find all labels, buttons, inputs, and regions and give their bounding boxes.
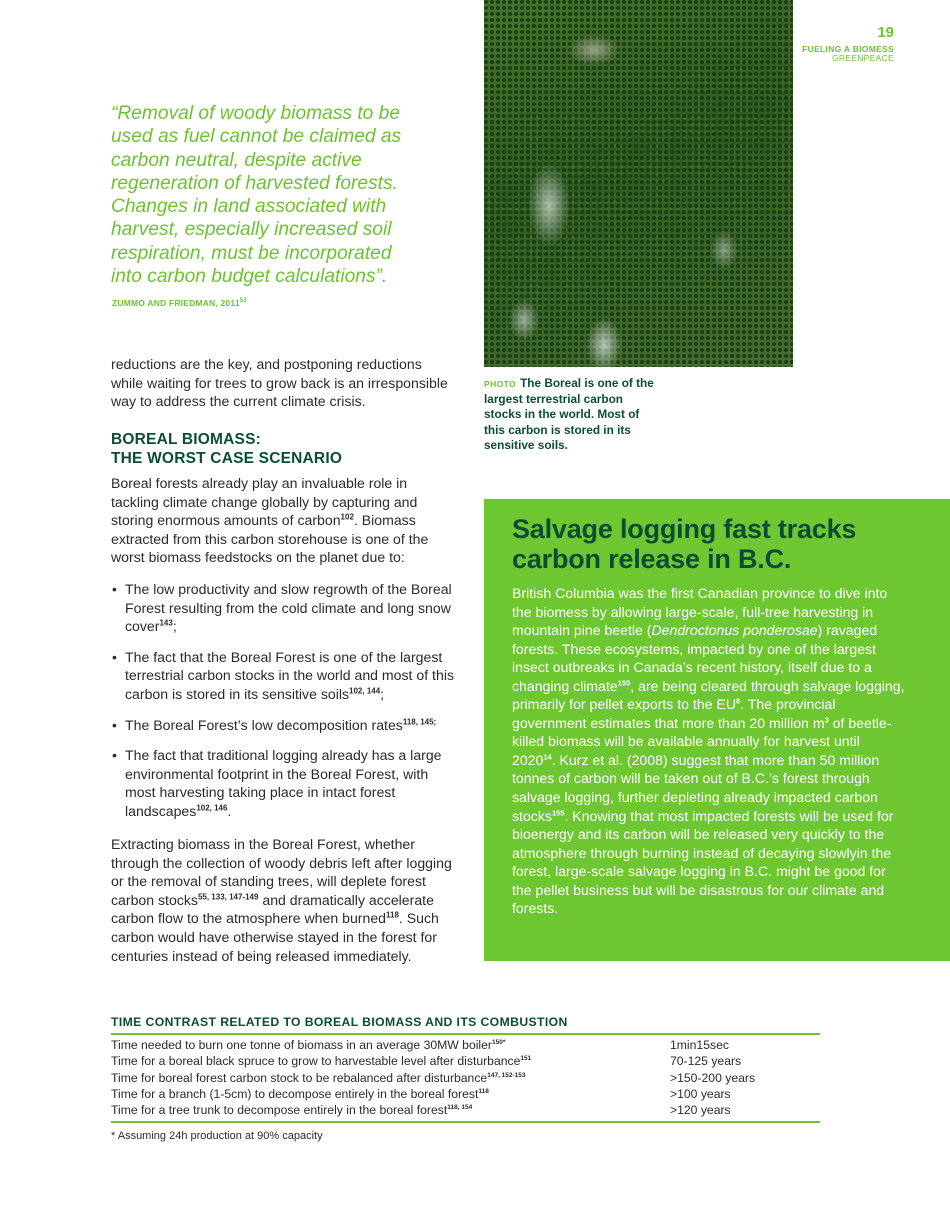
table-top-rule (111, 1033, 820, 1035)
reference: 147, 152-153 (487, 1071, 526, 1079)
reasons-list (111, 580, 456, 833)
text-run: . Biomass extracted from this carbon storehouse is one of the worst biomass feedstocks on the planet due to: (111, 512, 429, 566)
quote-source-name: ZUMMO AND FRIEDMAN, 2011 (112, 298, 240, 308)
table-cell-label (111, 1053, 670, 1069)
reference: 155 (551, 807, 565, 817)
bullet-icon: • (112, 581, 117, 597)
text-run: . Kurz et al. (2008) suggest that more than 50 million tonnes of carbon will be taken out of B.C.’s forest through salvage logging, further depleting already impacted carbon stocks (512, 751, 880, 824)
table-cell-value: 70-125 years (670, 1054, 742, 1069)
reference: 143 (159, 618, 173, 628)
table-cell-label (111, 1086, 670, 1102)
intro-paragraph: reductions are the key, and postponing reductions while waiting for trees to grow back is an irresponsible way to address the current climate crisis. (111, 356, 448, 410)
text-run: , are being cleared through salvage logging, primarily for pellet exports to the EU (512, 677, 905, 713)
section-paragraph-1 (111, 474, 456, 567)
text-run: and dramatically accelerate carbon flow to the atmosphere when burned (111, 891, 434, 927)
page-number: 19 (877, 24, 894, 41)
time-contrast-table (111, 1037, 820, 1118)
table-cell-label (111, 1102, 670, 1118)
text-run: Boreal forests already play an invaluable role in tackling climate change globally by capturing and storing enormous amounts of carbon (111, 475, 418, 529)
reference: 55, 133, 147-149 (197, 892, 259, 902)
list-item-text: The Boreal Forest’s low decomposition rates (125, 716, 403, 733)
reference: 155 (617, 678, 631, 688)
bullet-icon: • (112, 716, 117, 733)
text-run: . Such carbon would have otherwise stayed in the forest for centuries instead of being released immediately. (111, 910, 439, 964)
reference: 8 (736, 696, 741, 706)
quote-source-ref: 53 (239, 298, 247, 305)
table-cell-value: >150-200 years (670, 1070, 756, 1085)
table-cell-value: >120 years (670, 1103, 731, 1118)
list-item-end: ; (172, 618, 177, 635)
reference: 118, 154 (447, 1104, 473, 1112)
text-run: Extracting biomass in the Boreal Forest, whether through the collection of woody debris left after logging or the removal of standing trees, will deplete forest carbon stocks (111, 836, 452, 908)
row-label: Time for a tree trunk to decompose entirely in the boreal forest (111, 1103, 448, 1118)
sidebar-text (512, 584, 907, 918)
list-item (111, 746, 456, 820)
row-label: Time for boreal forest carbon stock to be rebalanced after disturbance (111, 1070, 488, 1085)
superscript: 3 (824, 715, 829, 725)
list-item-text: The fact that traditional logging already has a large environmental footprint in the Boreal Forest, with most harvesting taking place in intact forest landscapes (125, 747, 442, 819)
reference: 118, 145; (402, 716, 437, 726)
list-item (111, 648, 456, 704)
table-row (111, 1053, 820, 1069)
bullet-icon: • (112, 747, 117, 764)
table-cell-value: 1min15sec (670, 1038, 729, 1052)
reference: 118 (478, 1087, 489, 1095)
document-title: FUELING A BIOMESS (802, 44, 894, 54)
section-heading-line1: BOREAL BIOMASS: (111, 431, 261, 448)
table-title: TIME CONTRAST RELATED TO BOREAL BIOMASS AND ITS COMBUSTION (111, 1015, 568, 1029)
quote-source (112, 298, 247, 308)
reference: 118 (386, 910, 399, 920)
table-cell-label (111, 1070, 670, 1086)
photo-label: PHOTO (484, 379, 517, 389)
text-run: ) ravaged forests. These ecosystems, impacted by one of the largest insect outbreaks in Canada’s recent history, itself due to a changing climate (512, 622, 878, 694)
photo-caption-text: The Boreal is one of the largest terrestrial carbon stocks in the world. Most of this carbon is stored in its sensitive soils. (484, 376, 654, 452)
table-footnote: * Assuming 24h production at 90% capacity (111, 1130, 323, 1142)
photo-caption (484, 376, 654, 453)
boreal-forest-photo (484, 0, 793, 367)
reference: 102, 146 (196, 803, 228, 813)
table-row (111, 1102, 820, 1118)
table-cell-value: >100 years (670, 1086, 731, 1101)
reference: 102 (340, 512, 354, 522)
row-label: Time needed to burn one tonne of biomass in an average 30MW boiler (111, 1038, 492, 1052)
species-name: Dendroctonus ponderosae (651, 622, 818, 639)
pull-quote: “Removal of woody biomass to be used as fuel cannot be claimed as carbon neutral, despite active regeneration of harvested forests. Changes in land associated with harvest, especially increased soil respiration, must be incorporated into carbon budget calculations”. (111, 103, 402, 288)
table-bottom-rule (111, 1121, 820, 1123)
section-heading-line2: THE WORST CASE SCENARIO (111, 449, 343, 467)
list-item (111, 580, 456, 636)
table-row (111, 1037, 820, 1053)
reference: 102, 144 (349, 686, 381, 696)
table-row (111, 1086, 820, 1102)
list-item-end: ; (380, 685, 385, 702)
text-run: British Columbia was the first Canadian province to dive into the biomess by allowing large-scale, full-tree harvesting in mountain pine beetle ( (512, 585, 888, 639)
text-run: . The provincial government estimates that more than 20 million m (512, 696, 836, 731)
list-item (111, 716, 456, 735)
reference: 150* (491, 1038, 506, 1046)
section-paragraph-2 (111, 835, 456, 965)
section-heading (111, 431, 456, 468)
table-row (111, 1070, 820, 1086)
list-item-text: The fact that the Boreal Forest is one of the largest terrestrial carbon stocks in the world and most of this carbon is stored in its sensitive soils (125, 648, 454, 702)
reference: 151 (520, 1055, 532, 1063)
text-run: . Knowing that most impacted forests will be used for bioenergy and its carbon will be released very quickly to the atmosphere through burning instead of decaying slowlyin the forest, large-scale salvage logging in B.C. might be good for the pellet business but will be disastrous for our climate and forests. (512, 807, 894, 917)
organization-name: GREENPEACE (831, 53, 894, 63)
sidebar-title: Salvage logging fast tracks carbon release in B.C. (512, 514, 857, 574)
table-cell-label (111, 1037, 670, 1053)
reference: 14 (543, 752, 552, 762)
bullet-icon: • (112, 648, 117, 665)
text-run: of beetle-killed biomass will be available annually for harvest until 2020 (512, 714, 892, 768)
list-item-end: . (227, 802, 232, 819)
row-label: Time for a boreal black spruce to grow to harvestable level after disturbance (111, 1054, 521, 1069)
row-label: Time for a branch (1-5cm) to decompose entirely in the boreal forest (111, 1086, 479, 1101)
list-item-text: The low productivity and slow regrowth of the Boreal Forest resulting from the cold climate and long snow cover (125, 581, 452, 635)
